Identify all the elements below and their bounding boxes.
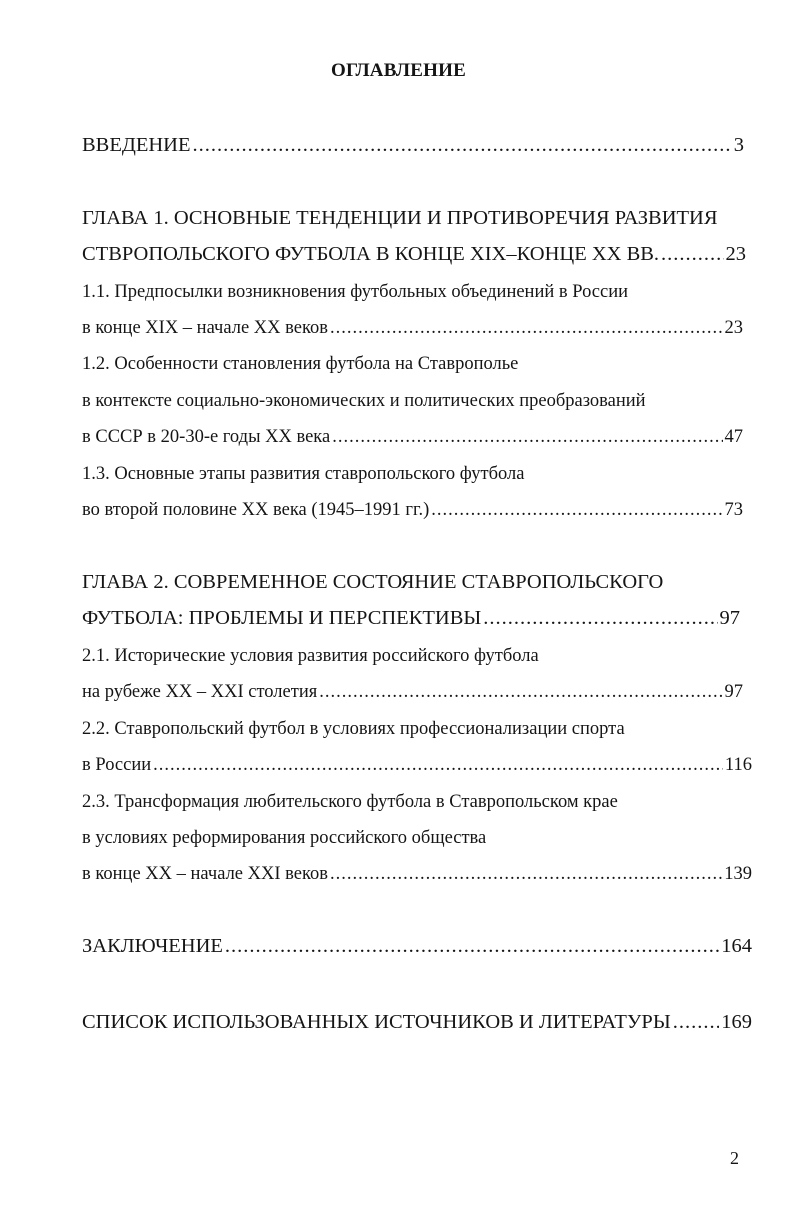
toc-entry-chapter-2[interactable]	[82, 606, 740, 630]
leader-dots	[330, 862, 722, 886]
section-1-1-line: 1.1. Предпосылки возникновения футбольных объединений в России	[82, 282, 629, 302]
toc-page-number: 47	[724, 427, 743, 447]
toc-page-number: 73	[724, 500, 743, 520]
toc-entry-section-1-1[interactable]	[82, 316, 743, 340]
leader-dots	[673, 1010, 720, 1034]
toc-entry-section-1-2[interactable]	[82, 425, 743, 449]
toc-page-number: 3	[733, 134, 744, 156]
page-title: ОГЛАВЛЕНИЕ	[331, 60, 466, 81]
toc-entry-label: в СССР в 20-30-е годы XX века	[82, 427, 331, 447]
leader-dots	[332, 425, 722, 449]
toc-page-number: 139	[724, 864, 752, 884]
toc-entry-section-2-3[interactable]	[82, 862, 752, 886]
toc-page-number: 23	[724, 318, 743, 338]
page-number: 2	[730, 1148, 739, 1168]
toc-entry-section-2-2[interactable]	[82, 753, 752, 777]
toc-entry-label: ЗАКЛЮЧЕНИЕ	[82, 935, 223, 957]
section-1-2-line: 1.2. Особенности становления футбола на Ставрополье	[82, 354, 519, 374]
leader-dots	[330, 316, 722, 340]
toc-entry-label: ФУТБОЛА: ПРОБЛЕМЫ И ПЕРСПЕКТИВЫ	[82, 607, 482, 629]
leader-dots	[661, 242, 723, 266]
toc-page-number: 97	[719, 607, 740, 629]
chapter-1-heading: ГЛАВА 1. ОСНОВНЫЕ ТЕНДЕНЦИИ И ПРОТИВОРЕЧИЯ РАЗВИТИЯ	[82, 207, 718, 229]
section-1-2-line: в контексте социально-экономических и политических преобразований	[82, 391, 646, 411]
leader-dots	[225, 934, 719, 958]
toc-entry-label: СПИСОК ИСПОЛЬЗОВАННЫХ ИСТОЧНИКОВ И ЛИТЕРАТУРЫ	[82, 1011, 671, 1033]
leader-dots	[431, 498, 722, 522]
toc-entry-conclusion[interactable]	[82, 934, 752, 958]
toc-page-number: 164	[721, 935, 752, 957]
section-2-3-line: в условиях реформирования российского общества	[82, 828, 487, 848]
toc-entry-section-1-3[interactable]	[82, 498, 743, 522]
chapter-2-heading: ГЛАВА 2. СОВРЕМЕННОЕ СОСТОЯНИЕ СТАВРОПОЛЬСКОГО	[82, 571, 664, 593]
toc-entry-intro[interactable]	[82, 133, 744, 157]
section-1-3-line: 1.3. Основные этапы развития ставропольского футбола	[82, 464, 525, 484]
toc-entry-label: во второй половине XX века (1945–1991 гг.)	[82, 500, 430, 520]
toc-entry-label: в конце XIX – начале XX веков	[82, 318, 329, 338]
section-2-1-line: 2.1. Исторические условия развития российского футбола	[82, 646, 539, 666]
section-2-3-line: 2.3. Трансформация любительского футбола в Ставропольском крае	[82, 792, 618, 812]
toc-entry-label: ВВЕДЕНИЕ	[82, 134, 191, 156]
leader-dots	[319, 680, 722, 704]
leader-dots	[153, 753, 723, 777]
toc-entry-label: на рубеже XX – XXI столетия	[82, 682, 318, 702]
toc-entry-label: в России	[82, 755, 152, 775]
toc-page-number: 23	[725, 243, 746, 265]
toc-entry-chapter-1[interactable]	[82, 242, 746, 266]
toc-page-number: 97	[724, 682, 743, 702]
section-2-2-line: 2.2. Ставропольский футбол в условиях профессионализации спорта	[82, 719, 625, 739]
toc-entry-label: в конце XX – начале XXI веков	[82, 864, 329, 884]
toc-entry-label: СТВРОПОЛЬСКОГО ФУТБОЛА В КОНЦЕ XIX–КОНЦЕ XX ВВ.	[82, 243, 660, 265]
leader-dots	[193, 133, 732, 157]
toc-page-number: 116	[724, 755, 752, 775]
toc-entry-sources[interactable]	[82, 1010, 752, 1034]
toc-entry-section-2-1[interactable]	[82, 680, 743, 704]
toc-page-number: 169	[721, 1011, 752, 1033]
leader-dots	[483, 606, 717, 630]
